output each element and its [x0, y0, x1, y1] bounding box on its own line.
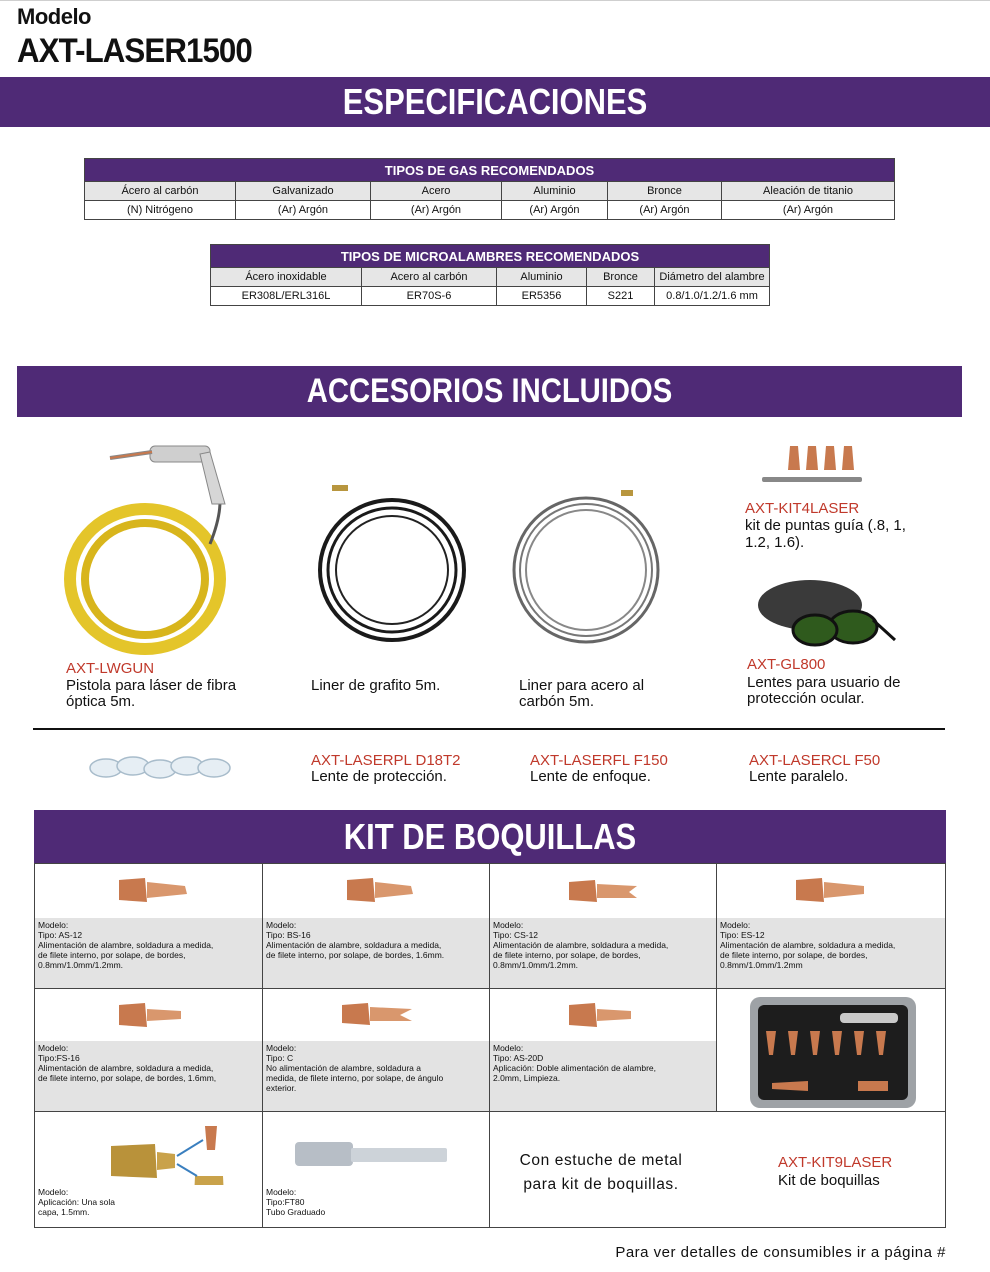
nozzle-desc: [35, 918, 262, 988]
specs-title: ESPECIFICACIONES: [342, 81, 648, 122]
gun-desc: óptica 5m.: [66, 693, 136, 710]
specs-banner: [0, 77, 990, 127]
nozzle-line: Aplicación: Una sola: [38, 1197, 116, 1207]
gas-cell: (Ar) Argón: [502, 201, 608, 220]
nozzle-line: Tipo: C: [266, 1053, 294, 1063]
nozzle-bs16-image: [343, 872, 423, 908]
nozzle-desc: [490, 1041, 716, 1111]
nozzle-cell: [34, 988, 263, 1112]
nozzle-es12-image: [792, 872, 872, 908]
nozzle-line: Alimentación de alambre, soldadura a medida,: [38, 1063, 214, 1073]
wire-table-title: TIPOS DE MICROALAMBRES RECOMENDADOS: [211, 245, 770, 268]
nozzle-line: Modelo:: [38, 920, 69, 930]
nozzle-line: Modelo:: [266, 920, 297, 930]
nozzle-line: Alimentación de alambre, soldadura a medida,: [493, 940, 669, 950]
nozzle-line: Modelo:: [38, 1187, 69, 1197]
gas-col-header: Acero: [371, 182, 502, 201]
nozzle-line: 2.0mm, Limpieza.: [493, 1073, 561, 1083]
nozzle-line: Modelo:: [720, 920, 751, 930]
model-label: Modelo: [17, 4, 91, 29]
steel-desc: carbón 5m.: [519, 693, 595, 710]
gas-cell: (Ar) Argón: [236, 201, 371, 220]
wire-cell: ER308L/ERL316L: [211, 287, 362, 306]
nozzle-cs12-image: [565, 876, 645, 906]
nozzle-desc: [35, 1185, 262, 1227]
nozzle-line: Tipo: AS-12: [38, 930, 83, 940]
gas-table: [84, 158, 895, 220]
nozzle-kit-banner: [34, 810, 946, 864]
nozzle-line: Tipo: ES-12: [720, 930, 765, 940]
nozzle-line: Alimentación de alambre, soldadura a medida,: [720, 940, 896, 950]
case-note-line: para kit de boquillas.: [523, 1176, 679, 1193]
wire-col-header: Ácero inoxidable: [211, 268, 362, 287]
nozzle-desc: [35, 1041, 262, 1111]
gas-col-header: Aleación de titanio: [722, 182, 895, 201]
nozzle-desc: [263, 1185, 489, 1227]
nozzle-line: exterior.: [266, 1083, 297, 1093]
guide-tips-image: [760, 440, 870, 490]
section-divider: [33, 728, 945, 730]
gas-cell: (Ar) Argón: [371, 201, 502, 220]
wire-cell: S221: [587, 287, 655, 306]
gun-code: AXT-LWGUN: [66, 660, 155, 677]
gas-cell: (Ar) Argón: [608, 201, 722, 220]
gas-col-header: Bronce: [608, 182, 722, 201]
nozzle-cell: [489, 988, 717, 1112]
nozzle-as20d-image: [565, 999, 645, 1031]
nozzle-line: 0.8mm/1.0mm/1.2mm.: [493, 960, 579, 970]
gas-col-header: Galvanizado: [236, 182, 371, 201]
nozzle-line: Tipo:FS-16: [38, 1053, 80, 1063]
nozzle-desc: [263, 918, 489, 988]
gas-col-header: Ácero al carbón: [85, 182, 236, 201]
footer-note: Para ver detalles de consumibles ir a página #: [615, 1244, 946, 1261]
case-note-line: Con estuche de metal: [519, 1152, 683, 1169]
nozzle-line: medida, de filete interno, por solape, de ángulo: [266, 1073, 444, 1083]
nozzle-cell: [262, 1111, 490, 1228]
nozzle-line: Tubo Graduado: [266, 1207, 326, 1217]
nozzle-desc: [717, 918, 945, 988]
kit-info-cell: [489, 1111, 946, 1228]
nozzle-line: Alimentación de alambre, soldadura a medida,: [266, 940, 442, 950]
case-note: [512, 1149, 690, 1197]
top-rule: [0, 0, 990, 1]
nozzle-line: de filete interno, por solape, de bordes, 1.6mm,: [38, 1073, 217, 1083]
tips-code: AXT-KIT4LASER: [745, 500, 860, 517]
steel-liner-image: [506, 485, 666, 650]
nozzle-fs16-image: [115, 997, 195, 1033]
safety-glasses-image: [755, 575, 900, 655]
nozzle-desc: [490, 918, 716, 988]
graphite-desc: Liner de grafito 5m.: [311, 677, 441, 694]
graduated-tube-image: [293, 1140, 453, 1170]
nozzle-line: de filete interno, por solape, de bordes,: [720, 950, 868, 960]
kit9-desc: Kit de boquillas: [778, 1172, 880, 1189]
gas-col-header: Aluminio: [502, 182, 608, 201]
nozzle-line: Modelo:: [493, 920, 524, 930]
lens-cl-code: AXT-LASERCL F50: [749, 752, 881, 769]
glasses-code: AXT-GL800: [747, 656, 826, 673]
glasses-desc: Lentes para usuario de: [747, 674, 901, 691]
nozzle-cell: [489, 863, 717, 989]
nozzle-kit-title: KIT DE BOQUILLAS: [343, 816, 637, 857]
nozzle-cell: [262, 863, 490, 989]
model-code: AXT-LASER1500: [17, 32, 252, 70]
nozzle-line: Modelo:: [493, 1043, 524, 1053]
laser-gun-image: [60, 434, 260, 659]
nozzle-line: Modelo:: [266, 1043, 297, 1053]
tips-desc: kit de puntas guía (.8, 1,: [745, 517, 906, 534]
lens-fl-code: AXT-LASERFL F150: [530, 752, 668, 769]
accessories-title: ACCESORIOS INCLUIDOS: [306, 372, 673, 410]
wire-cell: ER70S-6: [362, 287, 497, 306]
lens-cl-desc: Lente paralelo.: [749, 768, 849, 785]
wire-cell: ER5356: [497, 287, 587, 306]
nozzle-cell: [262, 988, 490, 1112]
gas-cell: (N) Nitrógeno: [85, 201, 236, 220]
nozzle-case-image: [748, 995, 918, 1110]
nozzle-line: Tipo: CS-12: [493, 930, 539, 940]
nozzle-cell: [716, 863, 946, 989]
nozzle-cell: [34, 1111, 263, 1228]
wire-col-header: Aluminio: [497, 268, 587, 287]
steel-desc: Liner para acero al: [519, 677, 645, 694]
nozzle-line: Modelo:: [266, 1187, 297, 1197]
nozzle-line: 0.8mm/1.0mm/1.2mm.: [38, 960, 124, 970]
lens-pl-desc: Lente de protección.: [311, 768, 447, 785]
gas-cell: (Ar) Argón: [722, 201, 895, 220]
nozzle-line: de filete interno, por solape, de bordes, 1.6mm.: [266, 950, 445, 960]
gun-desc: Pistola para láser de fibra: [66, 677, 237, 694]
nozzle-line: Tipo: BS-16: [266, 930, 311, 940]
gas-table-title: TIPOS DE GAS RECOMENDADOS: [85, 159, 895, 182]
graphite-liner-image: [310, 475, 475, 650]
nozzle-line: No alimentación de alambre, soldadura a: [266, 1063, 421, 1073]
nozzle-line: Alimentación de alambre, soldadura a medida,: [38, 940, 214, 950]
lens-fl-desc: Lente de enfoque.: [530, 768, 651, 785]
lenses-image: [88, 752, 240, 784]
wire-col-header: Bronce: [587, 268, 655, 287]
kit9-code: AXT-KIT9LASER: [778, 1154, 893, 1171]
tips-desc: 1.2, 1.6).: [745, 534, 805, 551]
glasses-desc: protección ocular.: [747, 690, 865, 707]
accessories-banner: [17, 366, 962, 417]
nozzle-line: Aplicación: Doble alimentación de alambre,: [493, 1063, 657, 1073]
nozzle-as12-image: [115, 872, 195, 908]
nozzle-line: capa, 1.5mm.: [38, 1207, 90, 1217]
nozzle-desc: [263, 1041, 489, 1111]
nozzle-line: Tipo: AS-20D: [493, 1053, 544, 1063]
wire-col-header: Diámetro del alambre: [655, 268, 770, 287]
nozzle-line: Modelo:: [38, 1043, 69, 1053]
wire-cell: 0.8/1.0/1.2/1.6 mm: [655, 287, 770, 306]
wire-col-header: Acero al carbón: [362, 268, 497, 287]
wire-table: [210, 244, 770, 306]
nozzle-c-image: [338, 999, 418, 1029]
lens-pl-code: AXT-LASERPL D18T2: [311, 752, 461, 769]
nozzle-line: de filete interno, por solape, de bordes,: [493, 950, 641, 960]
nozzle-line: Tipo:FT80: [266, 1197, 305, 1207]
nozzle-cell: [34, 863, 263, 989]
nozzle-line: 0.8mm/1.0mm/1.2mm: [720, 960, 803, 970]
nozzle-line: de filete interno, por solape, de bordes,: [38, 950, 186, 960]
